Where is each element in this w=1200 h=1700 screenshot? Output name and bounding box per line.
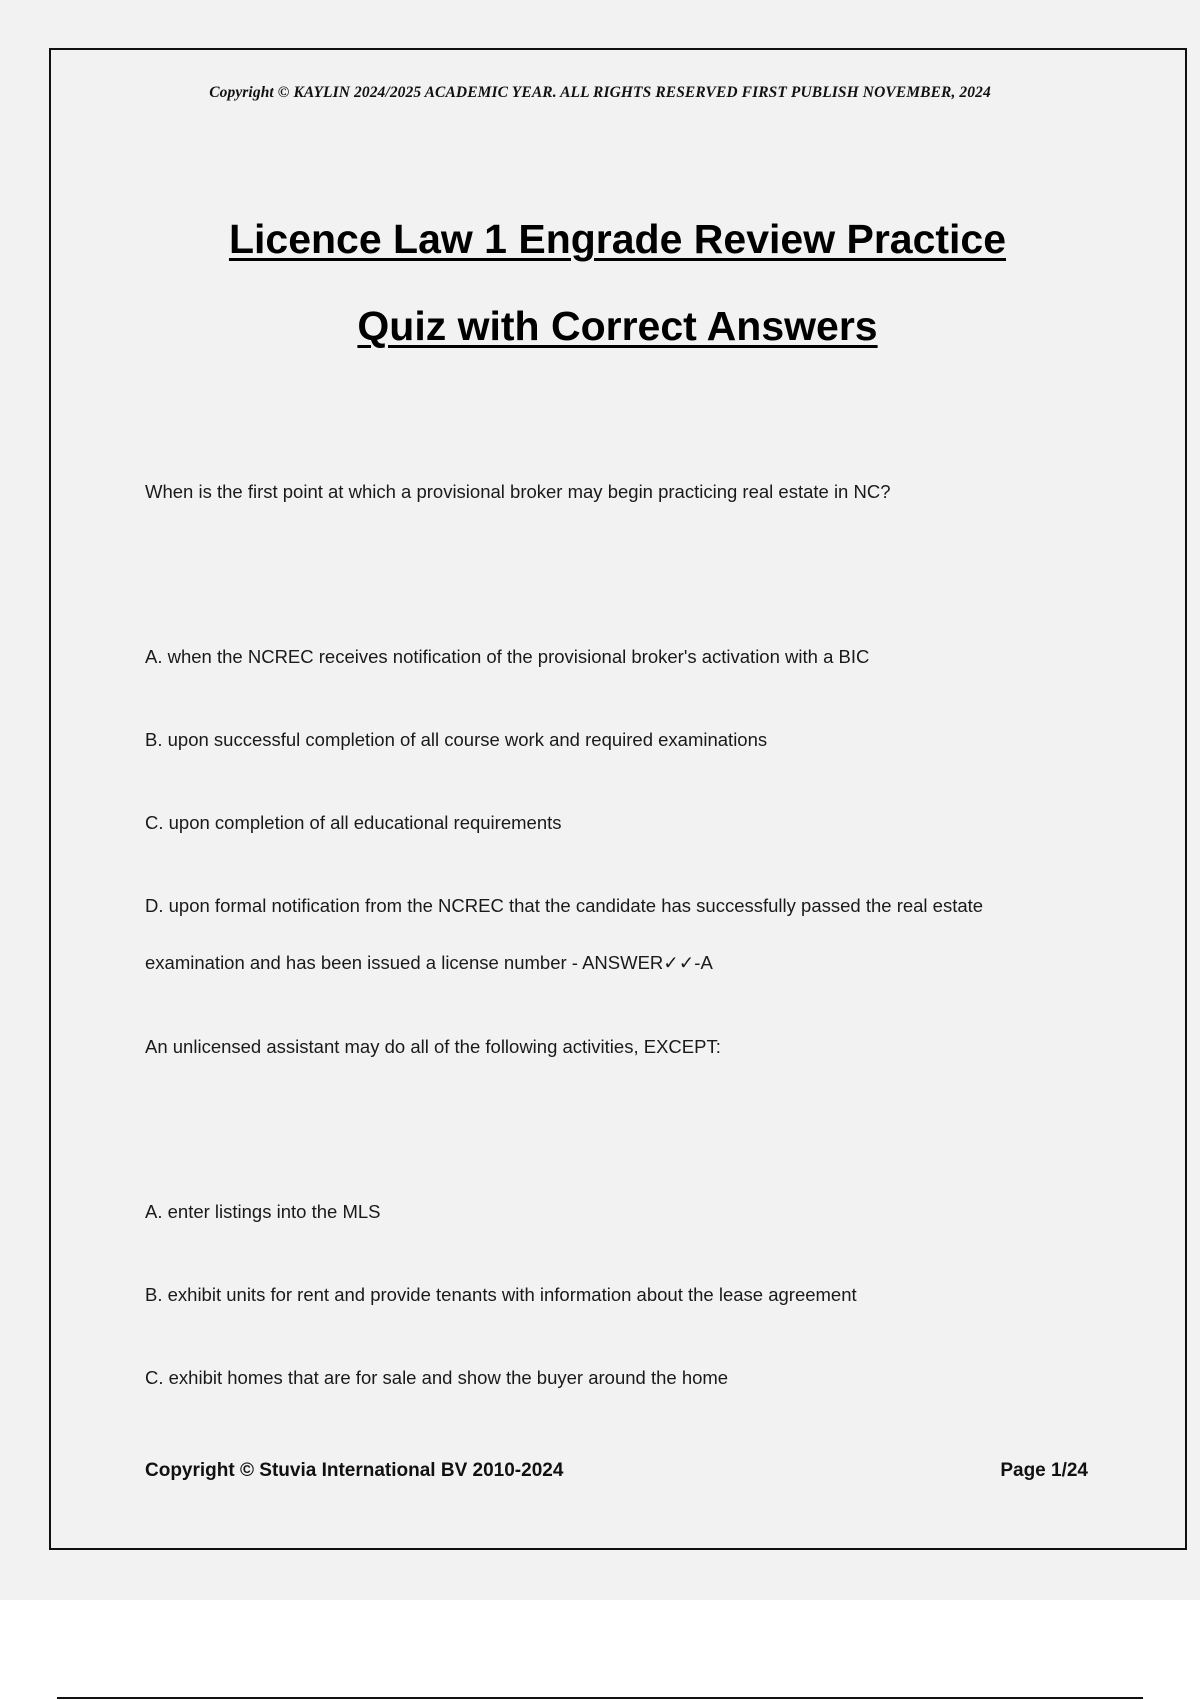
next-page-divider [57, 1697, 1143, 1699]
document-title-line-1: Licence Law 1 Engrade Review Practice [228, 216, 1007, 262]
question-2: An unlicensed assistant may do all of the following activities, EXCEPT: [145, 1036, 721, 1057]
question-2-option-a: A. enter listings into the MLS [145, 1201, 381, 1222]
question-2-option-c: C. exhibit homes that are for sale and show the buyer around the home [145, 1367, 729, 1388]
page-border [49, 48, 1187, 1550]
question-1-option-d: D. upon formal notification from the NCREC that the candidate has successfully passed the real estate [145, 895, 984, 916]
question-1: When is the first point at which a provisional broker may begin practicing real estate in NC? [145, 481, 891, 502]
page-number: Page 1/24 [1000, 1460, 1088, 1481]
question-1-option-a: A. when the NCREC receives notification of the provisional broker's activation with a BIC [145, 646, 870, 667]
question-2-option-b: B. exhibit units for rent and provide tenants with information about the lease agreement [145, 1284, 857, 1305]
document-title-line-2: Quiz with Correct Answers [357, 303, 878, 349]
header-copyright: Copyright © KAYLIN 2024/2025 ACADEMIC YEAR. ALL RIGHTS RESERVED FIRST PUBLISH NOVEMBER, 2024 [209, 84, 991, 101]
question-1-option-b: B. upon successful completion of all course work and required examinations [145, 729, 768, 750]
footer-copyright: Copyright © Stuvia International BV 2010-2024 [145, 1460, 564, 1481]
question-1-answer: examination and has been issued a license number - ANSWER✓✓-A [145, 952, 713, 973]
question-1-option-c: C. upon completion of all educational requirements [145, 812, 562, 833]
